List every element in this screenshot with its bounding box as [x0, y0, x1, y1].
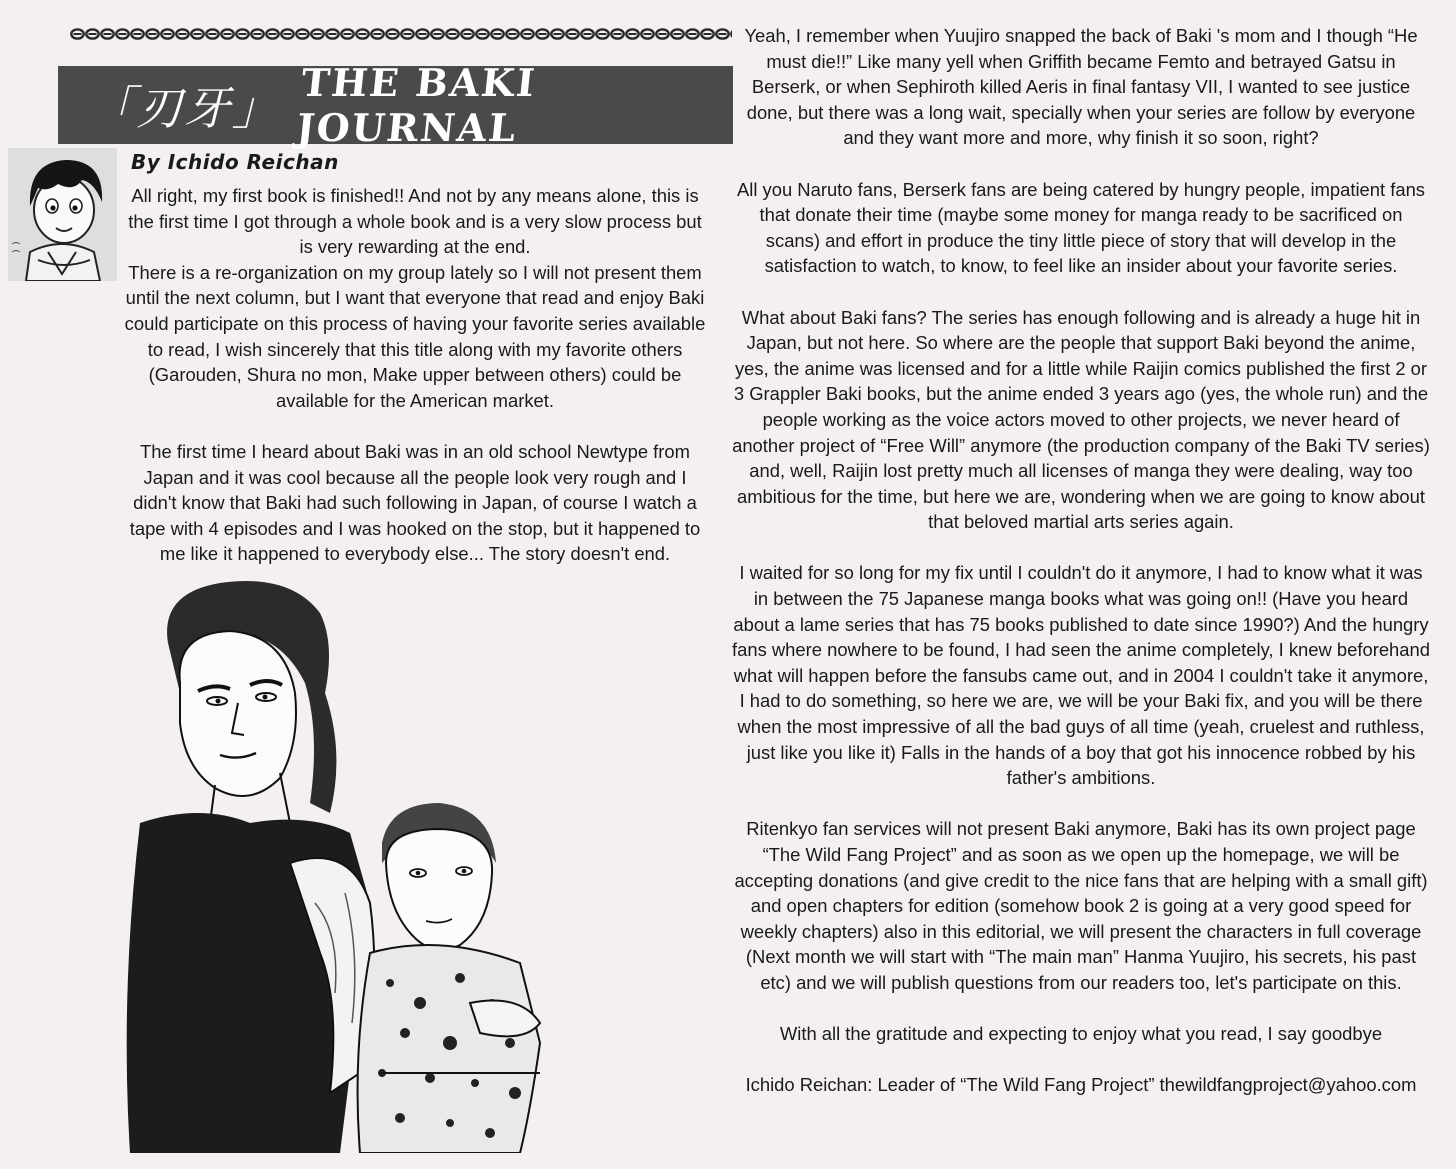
manga-illustration-drawing — [120, 573, 560, 1153]
left-paragraph-2: There is a re-organization on my group lately so I will not present them until the next column, but I want that everyone that read and enjoy Baki could participate on this process of having your favorite series available to read, I wish sincerely that this title along with my favorite others (Garouden, Shura no mon, Make upper between others) could be available for the American market. — [124, 261, 706, 411]
author-avatar-drawing — [8, 148, 117, 281]
title-kanji: 「刃牙」 — [88, 81, 280, 135]
byline: By Ichido Reichan — [131, 150, 339, 174]
right-paragraph-5: Ritenkyo fan services will not present Baki anymore, Baki has its own project page “The Wild Fang Project” and as soon as we open up the homepage, we will be accepting donations (and give credit to the nice fans that are helping with a small gift) and open chapters for edition (somehow book 2 is going at a very good speed for weekly chapters) also in this editorial, we will present the characters in full coverage (Next month we will start with “The main man” Hanma Yuujiro, his secrets, his past etc) and we will publish questions from our readers too, let's participate on this. — [734, 818, 1428, 993]
right-column — [732, 23, 1430, 1124]
left-column — [124, 183, 706, 593]
right-paragraph-6: With all the gratitude and expecting to enjoy what you read, I say goodbye — [779, 1023, 1383, 1045]
signature-line: Ichido Reichan: Leader of “The Wild Fang Project” thewildfangproject@yahoo.com — [745, 1074, 1417, 1096]
author-avatar — [8, 148, 117, 281]
right-paragraph-2: All you Naruto fans, Berserk fans are being catered by hungry people, impatient fans that donate their time (maybe some money for manga ready to be sacrificed on scans) and effort in produce the tiny little piece of story that will develop in the satisfaction to watch, to know, to feel like an insider about your favorite series. — [737, 178, 1425, 277]
left-paragraph-3: The first time I heard about Baki was in an old school Newtype from Japan and it was cool because all the people look very rough and I didn't know that Baki had such following in Japan, of course I watch a tape with 4 episodes and I was hooked on the stop, but it happened to me like it happened to everybody else... The story doesn't end. — [129, 440, 701, 565]
chain-border — [70, 27, 732, 41]
page-title: THE BAKI JOURNAL — [294, 60, 539, 150]
right-paragraph-3: What about Baki fans? The series has enough following and is already a huge hit in Japan, but not here. So where are the people that support Baki beyond the anime, yes, the anime was licensed and for a little while Raijin comics published the first 2 or 3 Grappler Baki books, but the anime ended 3 years ago (yes, the whole run) and the people working as the voice actors moved to other projects, we never heard of another project of “Free Will” anymore (the production company of the Baki TV series) and, well, Raijin lost pretty much all licenses of manga they were dealing, way too ambitious for the time, but here we are, wondering when we are going to know about that beloved martial arts series again. — [732, 306, 1430, 533]
left-paragraph-1: All right, my first book is finished!! And not by any means alone, this is the first time I got through a whole book and is a very slow process but is very rewarding at the end. — [128, 185, 702, 258]
chain-border-graphic — [70, 27, 732, 41]
right-paragraph-4: I waited for so long for my fix until I couldn't do it anymore, I had to know what it was in between the 75 Japanese manga books what was going on!! (Have you heard about a lame series that has 75 books published to date since 1990?) And the hungry fans where nowhere to be found, I had seen the anime completely, I knew beforehand what will happen before the fansubs came out, and in 2004 I couldn't take it anymore, I had to do something, so here we are, we will be your Baki fix, and you will be there when the most impressive of all the bad guys of all time (yeah, cruelest and ruthless, just like you like it) Falls in the hands of a boy that got his innocence robbed by his father's ambitions. — [732, 562, 1430, 789]
right-paragraph-1: Yeah, I remember when Yuujiro snapped the back of Baki 's mom and I though “He must die!!” Like many yell when Griffith became Femto and betrayed Gatsu in Berserk, or when Sephiroth killed Aeris in final fantasy VII, I wanted to see justice done, but there was a long wait, specially when your series are follow by everyone and they want more and more, why finish it so soon, right? — [744, 25, 1418, 149]
title-banner — [58, 60, 733, 150]
manga-illustration — [120, 573, 560, 1153]
